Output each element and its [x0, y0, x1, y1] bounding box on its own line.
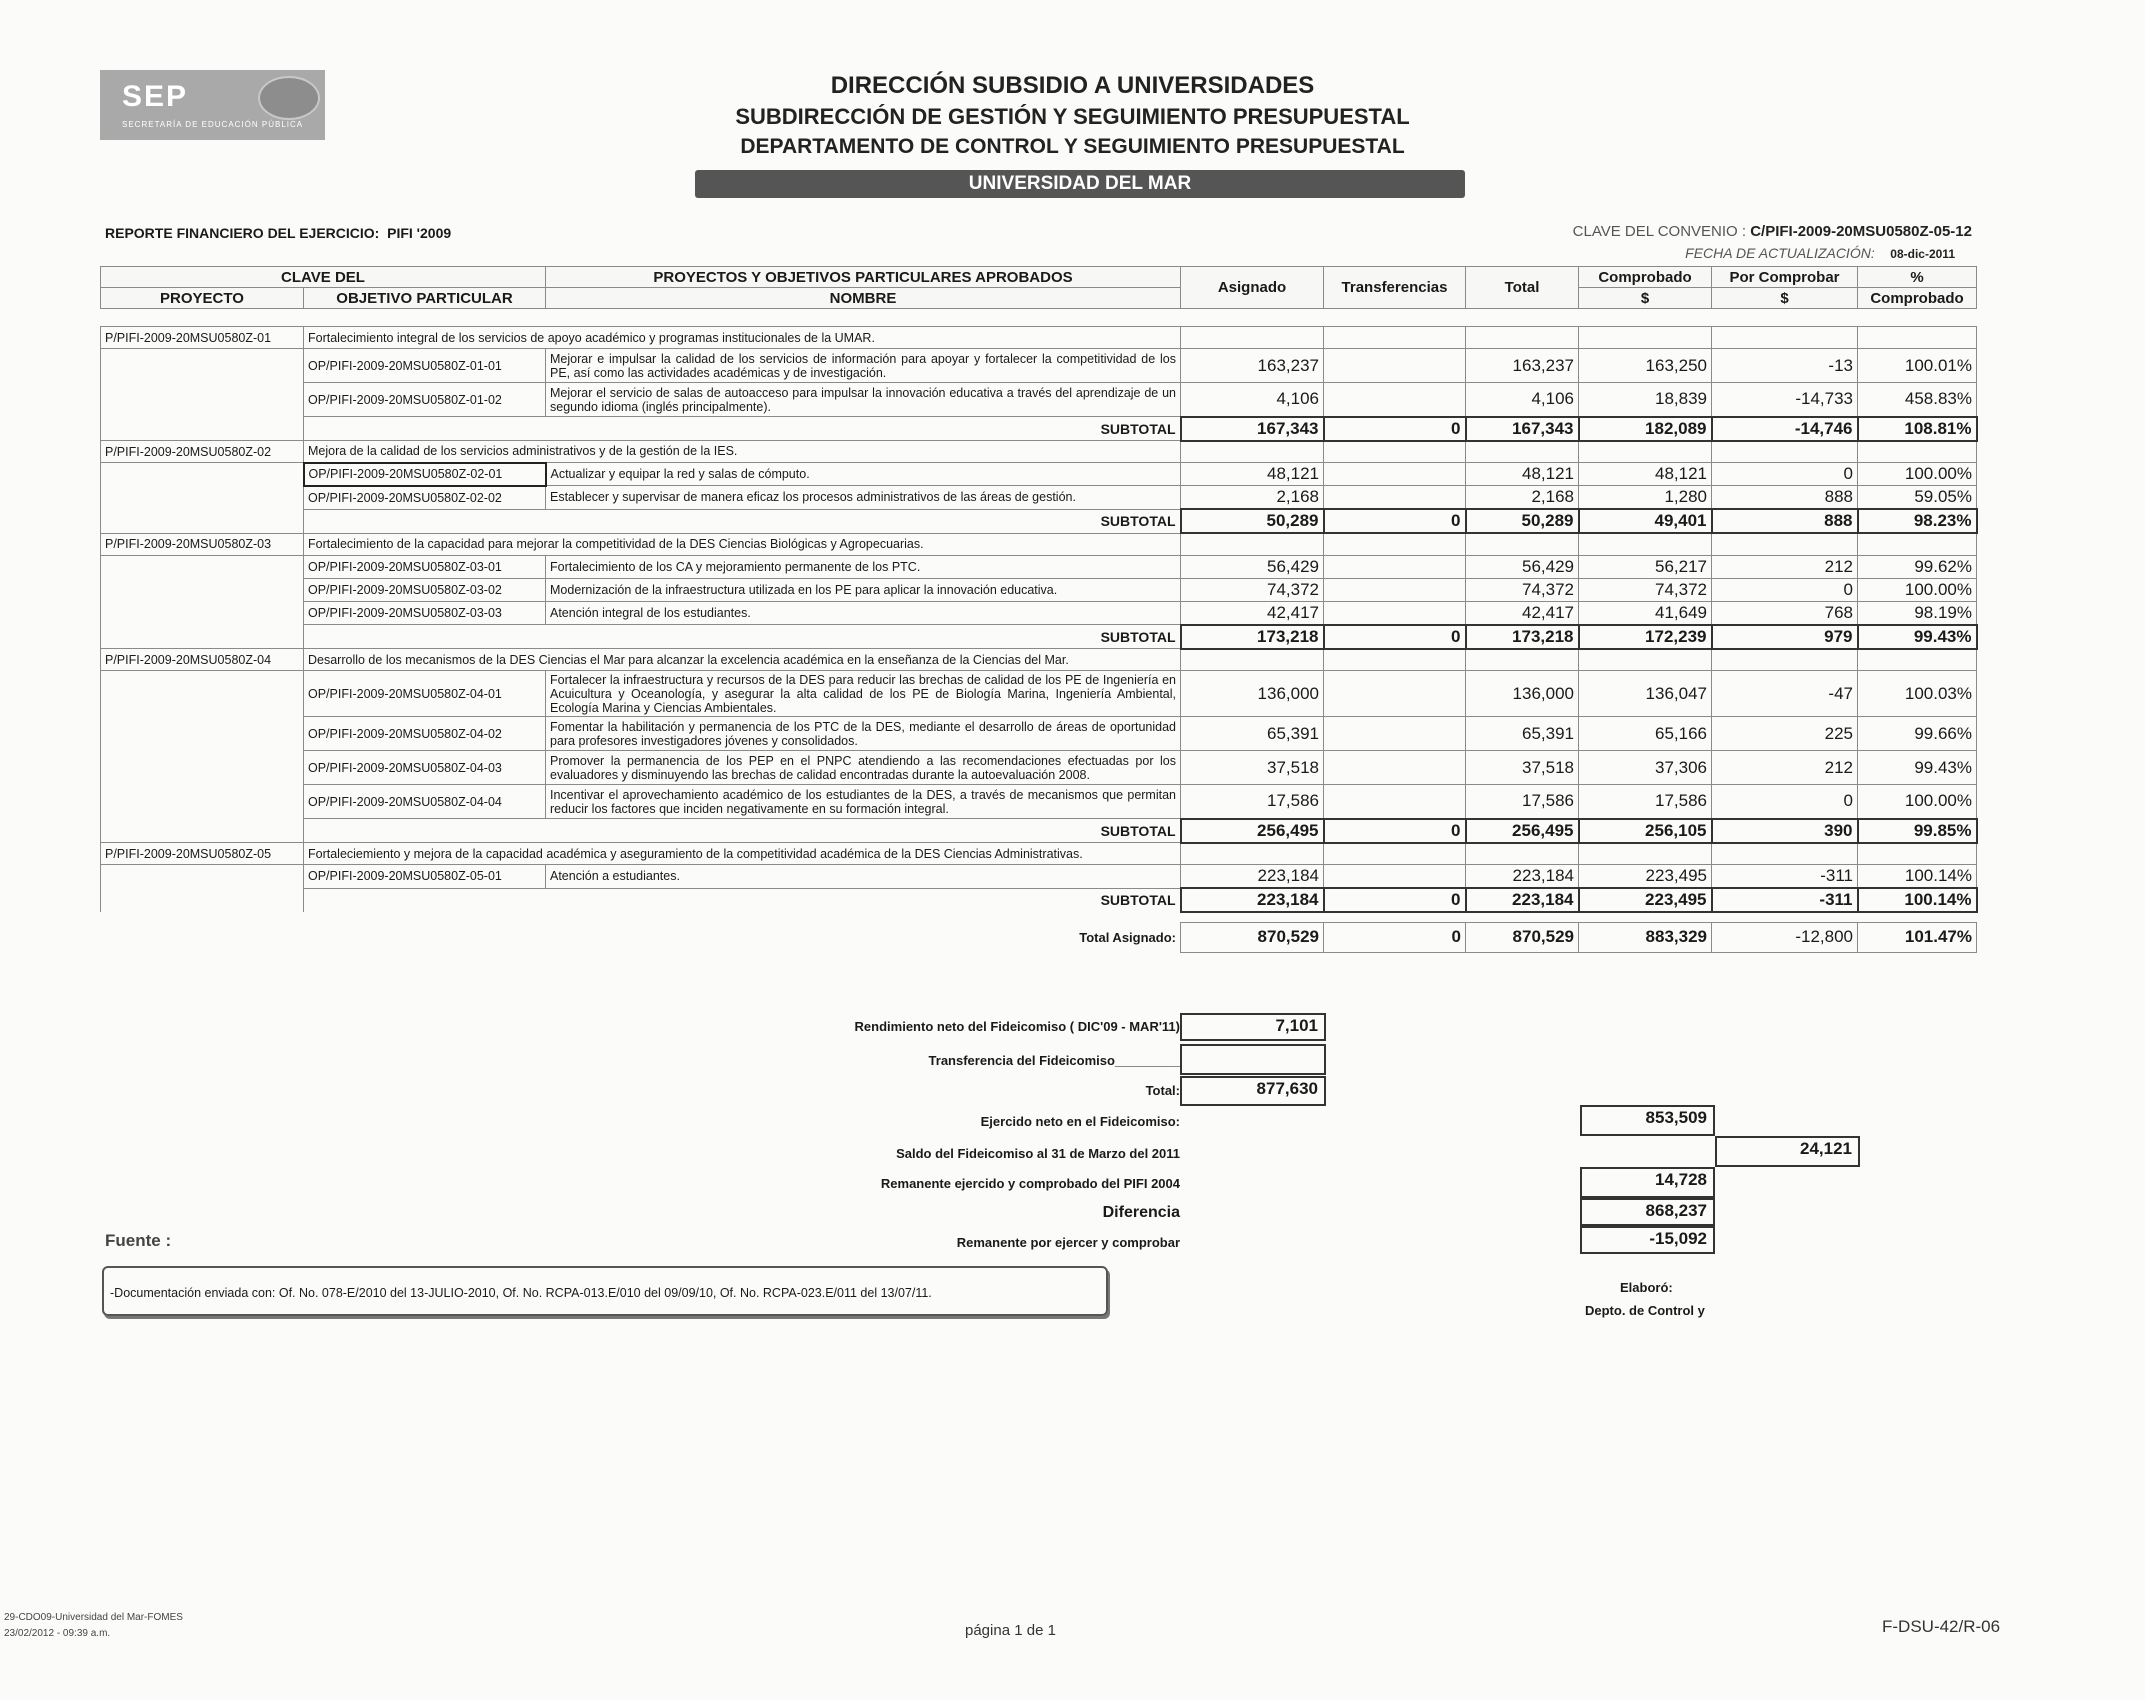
- objective-row: [101, 486, 1977, 510]
- objective-row: [101, 601, 1977, 625]
- empty-cell: [1858, 533, 1977, 555]
- empty-cell: [101, 417, 304, 441]
- pct-comprobado-value: 59.05%: [1858, 486, 1977, 510]
- asignado-value: 37,518: [1181, 751, 1324, 785]
- objective-row: [101, 555, 1977, 578]
- project-name: Desarrollo de los mecanismos de la DES Ciencias el Mar para alcanzar la excelencia académica en la enseñanza de la Ciencias del Mar.: [304, 649, 1181, 671]
- objective-name: Atención a estudiantes.: [546, 865, 1181, 889]
- total-value: 56,429: [1466, 555, 1579, 578]
- pct-comprobado-value: 100.00%: [1858, 578, 1977, 601]
- footer-date: 23/02/2012 - 09:39 a.m.: [4, 1628, 111, 1639]
- empty-cell: [101, 717, 304, 751]
- objective-row: [101, 671, 1977, 717]
- por-comprobar-value: -47: [1712, 671, 1858, 717]
- objective-name: Mejorar e impulsar la calidad de los servicios de información para apoyar y fortalecer la competitividad de los PE, así como las actividades académicas y de investigación.: [546, 349, 1181, 383]
- objective-code: OP/PIFI-2009-20MSU0580Z-02-02: [304, 486, 546, 510]
- fecha-actualizacion: [1685, 245, 1955, 261]
- total-total-value: 870,529: [1466, 922, 1579, 952]
- objective-row: [101, 463, 1977, 486]
- subtotal-total: 256,495: [1466, 819, 1579, 843]
- total-asignado-value: 870,529: [1181, 922, 1324, 952]
- project-name: Fortalecimiento de la capacidad para mejorar la competitividad de la DES Ciencias Biológicas y Agropecuarias.: [304, 533, 1181, 555]
- empty-cell: [1181, 327, 1324, 349]
- empty-cell: [1466, 649, 1579, 671]
- total-value: 223,184: [1466, 865, 1579, 889]
- logo-subtitle: SECRETARÍA DE EDUCACIÓN PÚBLICA: [122, 120, 304, 129]
- pct-comprobado-value: 99.43%: [1858, 751, 1977, 785]
- empty-cell: [101, 383, 304, 417]
- convenio-label: CLAVE DEL CONVENIO :: [1572, 223, 1747, 240]
- col-proyecto: PROYECTO: [101, 288, 304, 309]
- fuente-label: Fuente :: [105, 1231, 172, 1250]
- subtotal-comprobado: 182,089: [1579, 417, 1712, 441]
- comprobado-value: 37,306: [1579, 751, 1712, 785]
- subtotal-asignado: 50,289: [1181, 509, 1324, 533]
- subtotal-total: 167,343: [1466, 417, 1579, 441]
- comprobado-value: 1,280: [1579, 486, 1712, 510]
- report-label: REPORTE FINANCIERO DEL EJERCICIO:: [105, 225, 380, 241]
- empty-cell: [101, 865, 304, 889]
- financial-table: [100, 266, 1978, 953]
- subtotal-label: SUBTOTAL: [304, 625, 1181, 649]
- total-value: 42,417: [1466, 601, 1579, 625]
- pct-comprobado-value: 100.00%: [1858, 463, 1977, 486]
- por-comprobar-value: 225: [1712, 717, 1858, 751]
- project-code: P/PIFI-2009-20MSU0580Z-02: [101, 441, 304, 463]
- objective-name: Establecer y supervisar de manera eficaz los procesos administrativos de las áreas de gestión.: [546, 486, 1181, 510]
- col-total: Total: [1466, 267, 1579, 309]
- objective-name: Incentivar el aprovechamiento académico de los estudiantes de la DES, a través de mecanismos que permitan reducir los factores que inciden negativamente en su formación integral.: [546, 785, 1181, 819]
- logo-brand: SEP: [122, 80, 189, 113]
- asignado-value: 65,391: [1181, 717, 1324, 751]
- project-row: [101, 441, 1977, 463]
- remanente-value: 14,728: [1580, 1167, 1715, 1198]
- asignado-value: 48,121: [1181, 463, 1324, 486]
- elaboro-label: Elaboró:: [1620, 1280, 1673, 1295]
- total-value: 163,237: [1466, 349, 1579, 383]
- objective-code: OP/PIFI-2009-20MSU0580Z-04-04: [304, 785, 546, 819]
- subtotal-por-comprobar: 888: [1712, 509, 1858, 533]
- subtotal-pct: 108.81%: [1858, 417, 1977, 441]
- diferencia-label: Diferencia: [1102, 1204, 1180, 1221]
- col-proyectos-aprobados: PROYECTOS Y OBJETIVOS PARTICULARES APROBADOS: [546, 267, 1181, 288]
- subtotal-por-comprobar: 390: [1712, 819, 1858, 843]
- subtotal-por-comprobar: 979: [1712, 625, 1858, 649]
- asignado-value: 74,372: [1181, 578, 1324, 601]
- transferencias-value: [1324, 601, 1466, 625]
- por-comprobar-value: 212: [1712, 555, 1858, 578]
- subtotal-total: 173,218: [1466, 625, 1579, 649]
- asignado-value: 223,184: [1181, 865, 1324, 889]
- total-value: 74,372: [1466, 578, 1579, 601]
- subtotal-comprobado: 256,105: [1579, 819, 1712, 843]
- empty-cell: [1324, 327, 1466, 349]
- subtotal-asignado: 256,495: [1181, 819, 1324, 843]
- fecha-label: FECHA DE ACTUALIZACIÓN:: [1685, 245, 1875, 261]
- col-transferencias: Transferencias: [1324, 267, 1466, 309]
- pct-comprobado-value: 100.03%: [1858, 671, 1977, 717]
- subtotal-pct: 98.23%: [1858, 509, 1977, 533]
- objective-row: [101, 717, 1977, 751]
- subtotal-row: [101, 509, 1977, 533]
- empty-cell: [1712, 533, 1858, 555]
- subtotal-asignado: 223,184: [1181, 888, 1324, 912]
- report-value: PIFI '2009: [387, 225, 452, 241]
- empty-cell: [1579, 649, 1712, 671]
- empty-cell: [1579, 441, 1712, 463]
- subtotal-label: SUBTOTAL: [304, 417, 1181, 441]
- subtotal-pct: 99.43%: [1858, 625, 1977, 649]
- transferencias-value: [1324, 349, 1466, 383]
- por-comprobar-value: 888: [1712, 486, 1858, 510]
- empty-cell: [101, 349, 304, 383]
- transferencias-value: [1324, 671, 1466, 717]
- total-value: 65,391: [1466, 717, 1579, 751]
- saldo-value: 24,121: [1715, 1136, 1860, 1167]
- diferencia-value: 868,237: [1580, 1198, 1715, 1226]
- project-row: [101, 843, 1977, 865]
- project-row: [101, 649, 1977, 671]
- header-title-3: DEPARTAMENTO DE CONTROL Y SEGUIMIENTO PRESUPUESTAL: [740, 135, 1405, 158]
- empty-cell: [101, 751, 304, 785]
- empty-cell: [1712, 441, 1858, 463]
- empty-cell: [1466, 327, 1579, 349]
- col-pct: %: [1858, 267, 1977, 288]
- asignado-value: 136,000: [1181, 671, 1324, 717]
- por-comprobar-value: 0: [1712, 463, 1858, 486]
- comprobado-value: 56,217: [1579, 555, 1712, 578]
- empty-cell: [1466, 441, 1579, 463]
- header-title-2: SUBDIRECCIÓN DE GESTIÓN Y SEGUIMIENTO PRESUPUESTAL: [735, 104, 1410, 129]
- header-title-1: DIRECCIÓN SUBSIDIO A UNIVERSIDADES: [830, 72, 1315, 99]
- por-comprobar-value: 0: [1712, 785, 1858, 819]
- objective-name: Fortalecer la infraestructura y recursos de la DES para reducir las brechas de calidad de los PE de Ingeniería en Acuicultura y Oceanología, y asegurar la alta calidad de los PE de Biología Marina, Ingeniería Ambiental, Ecología Marina y Ciencias Ambientales.: [546, 671, 1181, 717]
- total-value: 48,121: [1466, 463, 1579, 486]
- subtotal-row: [101, 417, 1977, 441]
- objective-code: OP/PIFI-2009-20MSU0580Z-01-02: [304, 383, 546, 417]
- col-por-comprobar: Por Comprobar: [1712, 267, 1858, 288]
- report-info: [105, 225, 451, 241]
- remanente-label: Remanente ejercido y comprobado del PIFI 2004: [880, 1176, 1180, 1191]
- subtotal-comprobado: 223,495: [1579, 888, 1712, 912]
- por-ejercer-label: Remanente por ejercer y comprobar: [956, 1235, 1180, 1250]
- objective-name: Atención integral de los estudiantes.: [546, 601, 1181, 625]
- objective-row: [101, 751, 1977, 785]
- project-row: [101, 327, 1977, 349]
- total-value: 2,168: [1466, 486, 1579, 510]
- objective-row: [101, 349, 1977, 383]
- project-code: P/PIFI-2009-20MSU0580Z-03: [101, 533, 304, 555]
- transferencias-value: [1324, 751, 1466, 785]
- total-por-comprobar-value: -12,800: [1712, 922, 1858, 952]
- col-asignado: Asignado: [1181, 267, 1324, 309]
- objective-name: Fomentar la habilitación y permanencia de los PTC de la DES, mediante el desarrollo de áreas de oportunidad para profesores investigadores jóvenes y consolidados.: [546, 717, 1181, 751]
- empty-cell: [101, 509, 304, 533]
- empty-cell: [101, 819, 304, 843]
- por-comprobar-value: 212: [1712, 751, 1858, 785]
- subtotal-trans: 0: [1324, 888, 1466, 912]
- pct-comprobado-value: 98.19%: [1858, 601, 1977, 625]
- asignado-value: 56,429: [1181, 555, 1324, 578]
- empty-cell: [101, 601, 304, 625]
- empty-cell: [1858, 843, 1977, 865]
- empty-cell: [1181, 649, 1324, 671]
- objective-name: Actualizar y equipar la red y salas de cómputo.: [546, 463, 1181, 486]
- col-comprobado: Comprobado: [1579, 267, 1712, 288]
- subtotal-trans: 0: [1324, 417, 1466, 441]
- empty-cell: [1324, 441, 1466, 463]
- total-value: 37,518: [1466, 751, 1579, 785]
- subtotal-por-comprobar: -311: [1712, 888, 1858, 912]
- objective-code: OP/PIFI-2009-20MSU0580Z-04-01: [304, 671, 546, 717]
- objective-row: [101, 865, 1977, 889]
- objective-name: Modernización de la infraestructura utilizada en los PE para aplicar la innovación educativa.: [546, 578, 1181, 601]
- university-banner: UNIVERSIDAD DEL MAR: [695, 170, 1465, 198]
- subtotal-row: [101, 888, 1977, 912]
- asignado-value: 163,237: [1181, 349, 1324, 383]
- empty-cell: [1579, 533, 1712, 555]
- empty-cell: [1858, 441, 1977, 463]
- empty-cell: [1858, 649, 1977, 671]
- subtotal-trans: 0: [1324, 509, 1466, 533]
- por-comprobar-value: -13: [1712, 349, 1858, 383]
- subtotal-label: SUBTOTAL: [304, 819, 1181, 843]
- objective-row: [101, 785, 1977, 819]
- fuente-box: [102, 1266, 1108, 1316]
- asignado-value: 2,168: [1181, 486, 1324, 510]
- subtotal-asignado: 173,218: [1181, 625, 1324, 649]
- convenio: [1573, 223, 1972, 240]
- objective-code: OP/PIFI-2009-20MSU0580Z-01-01: [304, 349, 546, 383]
- total-pct-value: 101.47%: [1858, 922, 1977, 952]
- subtotal-comprobado: 172,239: [1579, 625, 1712, 649]
- table-totals: [101, 912, 1977, 952]
- subtotal-trans: 0: [1324, 625, 1466, 649]
- empty-cell: [1858, 327, 1977, 349]
- empty-cell: [1181, 441, 1324, 463]
- transferencias-value: [1324, 555, 1466, 578]
- subtotal-pct: 100.14%: [1858, 888, 1977, 912]
- total-asignado-label: Total Asignado:: [1079, 929, 1176, 945]
- project-row: [101, 533, 1977, 555]
- convenio-value: C/PIFI-2009-20MSU0580Z-05-12: [1750, 223, 1972, 240]
- comprobado-value: 163,250: [1579, 349, 1712, 383]
- transferencia-value: [1180, 1044, 1326, 1075]
- saldo-label: Saldo del Fideicomiso al 31 de Marzo del 2011: [896, 1146, 1180, 1161]
- subtotal-comprobado: 49,401: [1579, 509, 1712, 533]
- comprobado-value: 41,649: [1579, 601, 1712, 625]
- pct-comprobado-value: 100.14%: [1858, 865, 1977, 889]
- pct-comprobado-value: 100.01%: [1858, 349, 1977, 383]
- transferencias-value: [1324, 785, 1466, 819]
- subtotal-label: SUBTOTAL: [304, 509, 1181, 533]
- empty-cell: [101, 578, 304, 601]
- por-comprobar-value: 0: [1712, 578, 1858, 601]
- transferencia-label: Transferencia del Fideicomiso_________: [928, 1053, 1180, 1068]
- asignado-value: 17,586: [1181, 785, 1324, 819]
- empty-cell: [1712, 327, 1858, 349]
- transferencias-value: [1324, 383, 1466, 417]
- asignado-value: 42,417: [1181, 601, 1324, 625]
- por-comprobar-value: 768: [1712, 601, 1858, 625]
- empty-cell: [1466, 843, 1579, 865]
- col-comprobado-unit: $: [1579, 288, 1712, 309]
- pct-comprobado-value: 99.62%: [1858, 555, 1977, 578]
- subtotal-asignado: 167,343: [1181, 417, 1324, 441]
- comprobado-value: 223,495: [1579, 865, 1712, 889]
- objective-code: OP/PIFI-2009-20MSU0580Z-02-01: [304, 463, 546, 486]
- objective-code: OP/PIFI-2009-20MSU0580Z-03-02: [304, 578, 546, 601]
- col-por-comprobar-unit: $: [1712, 288, 1858, 309]
- objective-row: [101, 383, 1977, 417]
- ejercido-label: Ejercido neto en el Fideicomiso:: [980, 1114, 1180, 1129]
- subtotal-row: [101, 819, 1977, 843]
- comprobado-value: 18,839: [1579, 383, 1712, 417]
- empty-cell: [1324, 843, 1466, 865]
- total-value: 136,000: [1466, 671, 1579, 717]
- project-name: Mejora de la calidad de los servicios administrativos y de la gestión de la IES.: [304, 441, 1181, 463]
- empty-cell: [1712, 649, 1858, 671]
- col-pct-comprobado: Comprobado: [1858, 288, 1977, 309]
- empty-cell: [1181, 843, 1324, 865]
- transferencias-value: [1324, 865, 1466, 889]
- subtotal-total: 50,289: [1466, 509, 1579, 533]
- transferencias-value: [1324, 463, 1466, 486]
- transferencias-value: [1324, 578, 1466, 601]
- comprobado-value: 17,586: [1579, 785, 1712, 819]
- subtotal-trans: 0: [1324, 819, 1466, 843]
- objective-row: [101, 578, 1977, 601]
- empty-cell: [1324, 649, 1466, 671]
- transferencias-value: [1324, 717, 1466, 751]
- table-body: [101, 327, 1977, 913]
- objective-name: Fortalecimiento de los CA y mejoramiento permanente de los PTC.: [546, 555, 1181, 578]
- objective-code: OP/PIFI-2009-20MSU0580Z-04-02: [304, 717, 546, 751]
- empty-cell: [101, 625, 304, 649]
- por-comprobar-value: -14,733: [1712, 383, 1858, 417]
- total-value: 877,630: [1180, 1076, 1326, 1106]
- footer-file: 29-CDO09-Universidad del Mar-FOMES: [4, 1612, 183, 1623]
- footer-page: página 1 de 1: [965, 1622, 1056, 1639]
- project-name: Fortaleciemiento y mejora de la capacidad académica y aseguramiento de la competitividad académica de la DES Ciencias Administrativas.: [304, 843, 1181, 865]
- por-comprobar-value: -311: [1712, 865, 1858, 889]
- empty-cell: [101, 555, 304, 578]
- col-nombre: NOMBRE: [546, 288, 1181, 309]
- objective-code: OP/PIFI-2009-20MSU0580Z-03-03: [304, 601, 546, 625]
- project-code: P/PIFI-2009-20MSU0580Z-01: [101, 327, 304, 349]
- comprobado-value: 136,047: [1579, 671, 1712, 717]
- subtotal-pct: 99.85%: [1858, 819, 1977, 843]
- subtotal-label: SUBTOTAL: [304, 888, 1181, 912]
- total-trans-value: 0: [1324, 922, 1466, 952]
- empty-cell: [101, 671, 304, 717]
- total-asignado-row: [101, 922, 1977, 952]
- col-objetivo: OBJETIVO PARTICULAR: [304, 288, 546, 309]
- pct-comprobado-value: 99.66%: [1858, 717, 1977, 751]
- total-value: 17,586: [1466, 785, 1579, 819]
- por-ejercer-value: -15,092: [1580, 1226, 1715, 1254]
- empty-cell: [101, 463, 304, 486]
- fecha-value: 08-dic-2011: [1890, 247, 1955, 261]
- objective-code: OP/PIFI-2009-20MSU0580Z-03-01: [304, 555, 546, 578]
- empty-cell: [1466, 533, 1579, 555]
- subtotal-total: 223,184: [1466, 888, 1579, 912]
- objective-name: Promover la permanencia de los PEP en el PNPC atendiendo a las recomendaciones efectuadas por los evaluadores y disminuyendo las brechas de calidad encontradas durante la autoevaluación 2008.: [546, 751, 1181, 785]
- rendimiento-label: Rendimiento neto del Fideicomiso ( DIC'09 - MAR'11): [854, 1019, 1180, 1034]
- empty-cell: [1579, 843, 1712, 865]
- objective-name: Mejorar el servicio de salas de autoacceso para impulsar la innovación educativa a través del aprendizaje de un segundo idioma (inglés principalmente).: [546, 383, 1181, 417]
- empty-cell: [101, 486, 304, 510]
- objective-code: OP/PIFI-2009-20MSU0580Z-05-01: [304, 865, 546, 889]
- ejercido-value: 853,509: [1580, 1105, 1715, 1136]
- comprobado-value: 48,121: [1579, 463, 1712, 486]
- comprobado-value: 74,372: [1579, 578, 1712, 601]
- transferencias-value: [1324, 486, 1466, 510]
- empty-cell: [1181, 533, 1324, 555]
- total-comprobado-value: 883,329: [1579, 922, 1712, 952]
- fuente-text: -Documentación enviada con: Of. No. 078-E/2010 del 13-JULIO-2010, Of. No. RCPA-013.E/010 del 09/09/10, Of. No. RCPA-023.E/011 del 13/07/11.: [110, 1286, 932, 1300]
- project-code: P/PIFI-2009-20MSU0580Z-04: [101, 649, 304, 671]
- pct-comprobado-value: 100.00%: [1858, 785, 1977, 819]
- footer-form: F-DSU-42/R-06: [1882, 1617, 2001, 1636]
- asignado-value: 4,106: [1181, 383, 1324, 417]
- subtotal-row: [101, 625, 1977, 649]
- empty-cell: [1324, 533, 1466, 555]
- pct-comprobado-value: 458.83%: [1858, 383, 1977, 417]
- subtotal-por-comprobar: -14,746: [1712, 417, 1858, 441]
- empty-cell: [1579, 327, 1712, 349]
- col-clave-del: CLAVE DEL: [101, 267, 546, 288]
- empty-cell: [1712, 843, 1858, 865]
- rendimiento-value: 7,101: [1180, 1013, 1326, 1041]
- total-value: 4,106: [1466, 383, 1579, 417]
- objective-code: OP/PIFI-2009-20MSU0580Z-04-03: [304, 751, 546, 785]
- project-name: Fortalecimiento integral de los servicios de apoyo académico y programas institucionales de la UMAR.: [304, 327, 1181, 349]
- comprobado-value: 65,166: [1579, 717, 1712, 751]
- empty-cell: [101, 888, 304, 912]
- empty-cell: [101, 785, 304, 819]
- project-code: P/PIFI-2009-20MSU0580Z-05: [101, 843, 304, 865]
- total-label: Total:: [1145, 1083, 1180, 1098]
- depto-label: Depto. de Control y: [1585, 1303, 1705, 1318]
